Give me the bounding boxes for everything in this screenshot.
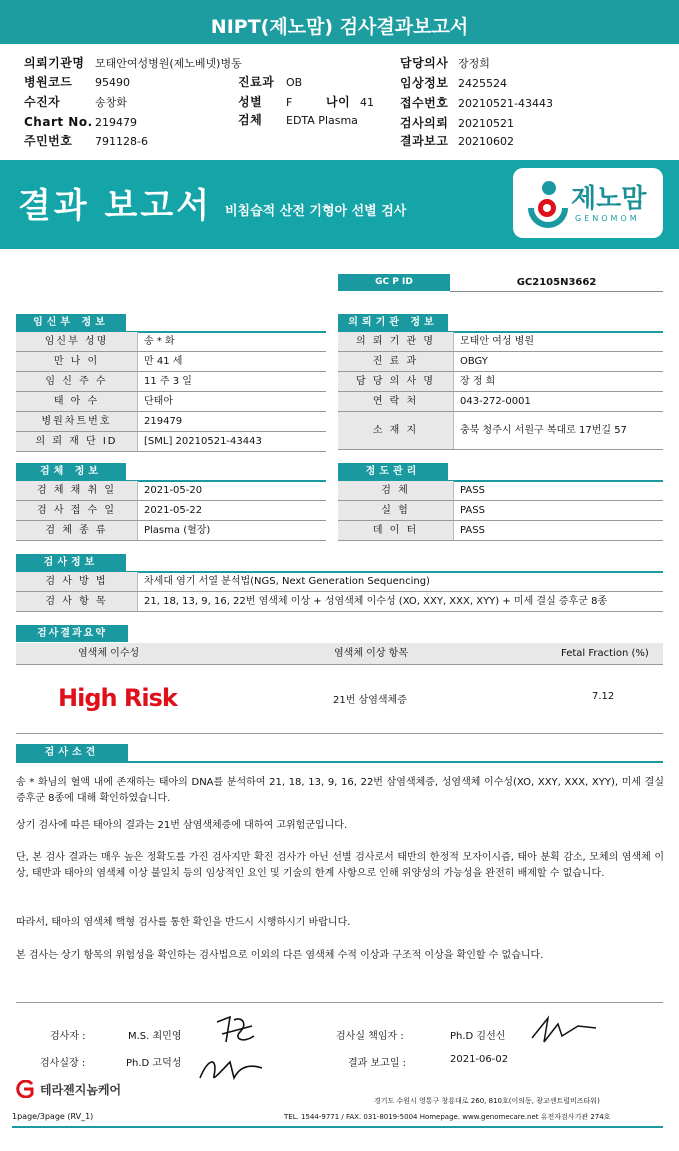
tester-name: M.S. 최민영 bbox=[128, 1031, 182, 1042]
pregnant-info-row bbox=[16, 372, 326, 392]
institution-info-row bbox=[338, 332, 663, 352]
genomom-logo bbox=[513, 168, 663, 238]
test-info-key: 검 사 방 법 bbox=[16, 572, 138, 591]
chart-value: 219479 bbox=[95, 116, 137, 129]
fetal-fraction-value: 7.12 bbox=[592, 691, 615, 702]
test-info-value: 차세대 염기 서열 분석법(NGS, Next Generation Sequencing) bbox=[144, 576, 430, 587]
company-contact: TEL. 1544-9771 / FAX. 031-8019-5004 Homepage. www.genomecare.net 유전자검사기관 274호 bbox=[284, 1113, 611, 1121]
pregnant-info-value: 11 주 3 일 bbox=[144, 376, 192, 387]
request-value: 20210521 bbox=[458, 117, 514, 130]
header-info bbox=[0, 52, 679, 152]
footer-line bbox=[12, 1126, 663, 1128]
qc-key: 데 이 터 bbox=[338, 521, 454, 540]
doctor-value: 장정희 bbox=[458, 57, 490, 70]
test-info-row bbox=[16, 592, 663, 612]
report-label: 결과보고 bbox=[400, 134, 449, 148]
specimen-info-key: 검 체 종 류 bbox=[16, 521, 138, 540]
clinical-value: 2425524 bbox=[458, 77, 507, 90]
gcp-id-label: GC P ID bbox=[338, 274, 450, 291]
pregnant-info-row bbox=[16, 332, 326, 352]
institution-info-row bbox=[338, 372, 663, 392]
resident-value: 791128-6 bbox=[95, 135, 148, 148]
pregnant-info-value: 만 41 세 bbox=[144, 356, 183, 367]
document-title: NIPT(제노맘) 검사결과보고서 bbox=[0, 0, 679, 50]
department-value: OB bbox=[286, 76, 303, 89]
report-date-label: 결과 보고일 : bbox=[348, 1058, 407, 1069]
specimen-value: EDTA Plasma bbox=[286, 114, 358, 127]
qc-value: PASS bbox=[460, 505, 485, 516]
director-signature bbox=[194, 1048, 266, 1086]
test-info-value: 21, 18, 13, 9, 16, 22번 염색체 이상 + 성염색체 이수성 (XO, XXY, XXX, XYY) + 미세 결실 증후군 8종 bbox=[144, 596, 608, 607]
findings-paragraph-1: 송 * 화님의 혈액 내에 존재하는 태아의 DNA를 분석하여 21, 18, 13, 9, 16, 22번 삼염색체증, 성염색체 이수성(XO, XXY, XXX, XYY), 미세 결실 증후군 8종에 대해 확인하였습니다. bbox=[16, 777, 664, 804]
institution-value: 모태안여성병원(제노베넷)병동 bbox=[95, 57, 242, 70]
age-value: 41 bbox=[360, 96, 374, 109]
pregnant-info-tab: 임신부 정보 bbox=[16, 314, 126, 331]
pregnant-info-value: 단태아 bbox=[144, 396, 173, 407]
company-name: 테라젠지놈케어 bbox=[40, 1083, 122, 1097]
pregnant-info-key: 임신부 성명 bbox=[16, 332, 138, 351]
institution-info-key: 담 당 의 사 명 bbox=[338, 372, 454, 391]
chart-label: Chart No. bbox=[24, 115, 93, 129]
reception-value: 20210521-43443 bbox=[458, 97, 553, 110]
pregnant-info-key: 임 신 주 수 bbox=[16, 372, 138, 391]
gcp-id-value: GC2105N3662 bbox=[450, 274, 663, 292]
institution-info-value: OBGY bbox=[460, 356, 488, 367]
findings-line bbox=[16, 761, 663, 763]
institution-info-key: 의 뢰 기 관 명 bbox=[338, 332, 454, 351]
department-label: 진료과 bbox=[238, 75, 275, 89]
institution-info-value: 모태안 여성 병원 bbox=[460, 336, 534, 347]
qc-value: PASS bbox=[460, 485, 485, 496]
pregnant-info-row bbox=[16, 412, 326, 432]
institution-info-key: 진 료 과 bbox=[338, 352, 454, 371]
hospital-code-label: 병원코드 bbox=[24, 75, 73, 89]
banner-subtitle: 비침습적 산전 기형아 선별 검사 bbox=[225, 204, 407, 219]
age-label: 나이 bbox=[326, 95, 351, 109]
chief-label: 검사실 책임자 : bbox=[336, 1031, 404, 1042]
specimen-info-row bbox=[16, 521, 326, 541]
pregnant-info-value: 송 * 화 bbox=[144, 336, 175, 347]
doctor-label: 담당의사 bbox=[400, 56, 449, 70]
qc-row bbox=[338, 481, 663, 501]
institution-info-key: 연 락 처 bbox=[338, 392, 454, 411]
page-number: 1page/3page (RV_1) bbox=[12, 1112, 94, 1121]
pregnant-info-row bbox=[16, 392, 326, 412]
clinical-label: 임상정보 bbox=[400, 76, 449, 90]
report-value: 20210602 bbox=[458, 135, 514, 148]
qc-key: 검 체 bbox=[338, 481, 454, 500]
chief-signature bbox=[528, 1012, 600, 1048]
chief-name: Ph.D 김선신 bbox=[450, 1031, 506, 1042]
pregnant-info-key: 태 아 수 bbox=[16, 392, 138, 411]
institution-info-value: 충북 청주시 서원구 복대로 17번길 57 bbox=[460, 425, 627, 436]
specimen-info-key: 검 체 채 취 일 bbox=[16, 481, 138, 500]
company-address: 경기도 수원시 영통구 창룡대로 260, 810호(이의동, 광교센트럴비즈타워) bbox=[374, 1097, 600, 1105]
specimen-info-key: 검 사 접 수 일 bbox=[16, 501, 138, 520]
institution-info-tab: 의뢰기관 정보 bbox=[338, 314, 448, 331]
hospital-code-value: 95490 bbox=[95, 76, 130, 89]
findings-tab: 검사소견 bbox=[16, 744, 128, 761]
abnormal-item: 21번 삼염색체증 bbox=[333, 695, 407, 706]
receiver-value: 송창화 bbox=[95, 96, 127, 109]
specimen-info-tab: 검체 정보 bbox=[16, 463, 126, 480]
qc-row bbox=[338, 521, 663, 541]
logo-subtext: GENOMOM bbox=[575, 214, 640, 223]
risk-result: High Risk bbox=[58, 684, 177, 712]
receiver-label: 수진자 bbox=[24, 95, 61, 109]
tester-label: 검사자 : bbox=[50, 1031, 86, 1042]
pregnant-info-value: [SML] 20210521-43443 bbox=[144, 436, 262, 447]
specimen-info-row bbox=[16, 481, 326, 501]
director-label: 검사실장 : bbox=[40, 1058, 86, 1069]
findings-paragraph-5: 본 검사는 상기 항목의 위험성을 확인하는 검사법으로 이외의 다른 염색체 수적 이상과 구조적 이상을 확인할 수 없습니다. bbox=[16, 950, 544, 961]
qc-value: PASS bbox=[460, 525, 485, 536]
report-date: 2021-06-02 bbox=[450, 1054, 509, 1065]
logo-text: 제노맘 bbox=[571, 184, 647, 214]
signature-top-line bbox=[16, 1002, 663, 1003]
request-label: 검사의뢰 bbox=[400, 116, 449, 130]
pregnant-info-row bbox=[16, 432, 326, 452]
specimen-info-value: 2021-05-20 bbox=[144, 485, 203, 496]
test-info-key: 검 사 항 목 bbox=[16, 592, 138, 611]
test-info-tab: 검사정보 bbox=[16, 554, 126, 571]
summary-col-aneuploidy: 염색체 이수성 bbox=[78, 648, 140, 659]
test-info-row bbox=[16, 572, 663, 592]
institution-info-row bbox=[338, 412, 663, 450]
tester-signature bbox=[212, 1012, 262, 1052]
summary-tab: 검사결과요약 bbox=[16, 625, 128, 642]
institution-info-value: 043-272-0001 bbox=[460, 396, 531, 407]
summary-col-fetal-fraction: Fetal Fraction (%) bbox=[561, 648, 649, 659]
institution-label: 의뢰기관명 bbox=[24, 56, 85, 70]
institution-info-key: 소 재 지 bbox=[338, 412, 454, 449]
summary-bottom-line bbox=[16, 733, 663, 734]
specimen-info-value: 2021-05-22 bbox=[144, 505, 203, 516]
reception-label: 접수번호 bbox=[400, 96, 449, 110]
director-name: Ph.D 고덕성 bbox=[126, 1058, 182, 1069]
specimen-label: 검체 bbox=[238, 113, 263, 127]
findings-paragraph-2: 상기 검사에 따른 태아의 결과는 21번 삼염색체증에 대하여 고위험군입니다. bbox=[16, 820, 348, 831]
qc-row bbox=[338, 501, 663, 521]
pregnant-info-key: 의 뢰 재 단 ID bbox=[16, 432, 138, 451]
qc-tab: 정도관리 bbox=[338, 463, 448, 480]
pregnant-info-key: 만 나 이 bbox=[16, 352, 138, 371]
institution-info-row bbox=[338, 392, 663, 412]
pregnant-info-key: 병원차트번호 bbox=[16, 412, 138, 431]
qc-key: 실 험 bbox=[338, 501, 454, 520]
institution-info-row bbox=[338, 352, 663, 372]
banner-title: 결과 보고서 bbox=[18, 186, 213, 226]
institution-info-value: 장 정 희 bbox=[460, 376, 496, 387]
summary-col-items: 염색체 이상 항목 bbox=[334, 648, 408, 659]
sex-value: F bbox=[286, 96, 293, 109]
sex-label: 성별 bbox=[238, 95, 263, 109]
specimen-info-value: Plasma (혈장) bbox=[144, 525, 211, 536]
genomom-logo-icon bbox=[523, 178, 569, 228]
findings-paragraph-4: 따라서, 태아의 염색체 핵형 검사를 통한 확인을 반드시 시행하시기 바랍니다. bbox=[16, 917, 351, 928]
company-logo-icon bbox=[12, 1080, 36, 1098]
pregnant-info-value: 219479 bbox=[144, 416, 183, 427]
summary-header-row bbox=[16, 643, 663, 665]
pregnant-info-row bbox=[16, 352, 326, 372]
resident-label: 주민번호 bbox=[24, 134, 73, 148]
findings-paragraph-3: 단, 본 검사 결과는 매우 높은 정확도를 가진 검사지만 확진 검사가 아닌 선별 검사로서 태반의 한정적 모자이시즘, 태아 분획 감소, 모체의 염색체 이상, 태반과 태아의 염색체 이상 불일치 등의 임상적인 요인 및 기술의 한계 사항으로 인해 위양성의 가능성을 완전히 배제할 수 없습니다. bbox=[16, 852, 664, 879]
specimen-info-row bbox=[16, 501, 326, 521]
